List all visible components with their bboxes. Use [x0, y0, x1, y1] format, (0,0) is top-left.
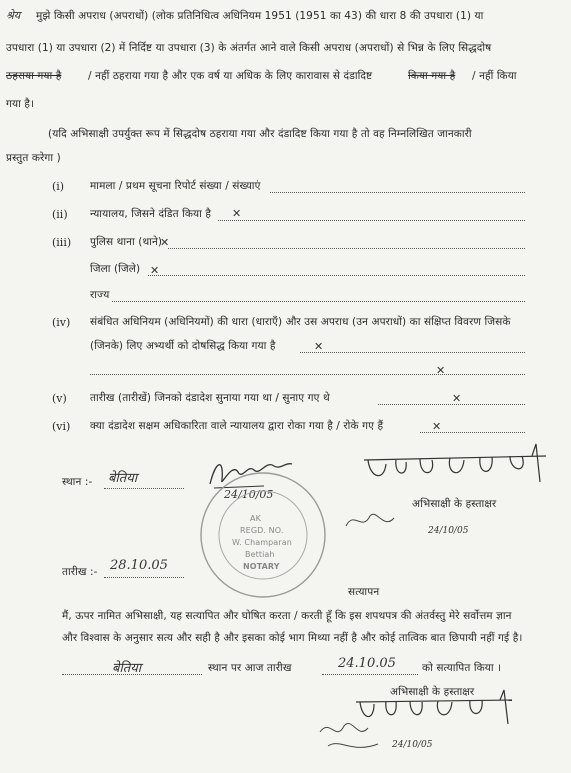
stamp-line: REGD. NO.: [240, 526, 284, 535]
date-label: तारीख :-: [62, 566, 98, 578]
notary-date: 24/10/05: [224, 488, 274, 501]
verification-line-1: मैं, ऊपर नामित अभिसाक्षी, यह सत्यापित और घोषित करता / करती हूँ कि इस शपथपत्र की अंतर्वस्तु मेरे सर्वोत्तम ज्ञान: [62, 610, 512, 622]
opening-line-1: मुझे किसी अपराध (अपराधों) (लोक प्रतिनिधित्व अधिनियम 1951 (1951 का 43) की धारा 8 की उपधारा (1) या: [36, 10, 484, 22]
item-number: (v): [52, 392, 67, 405]
verification-end-text: को सत्यापित किया ।: [422, 662, 502, 674]
signature-scribble: [344, 506, 404, 536]
verification-date: 24.10.05: [338, 656, 396, 671]
verification-mid-text: स्थान पर आज तारीख: [208, 662, 292, 674]
item-number: (iii): [52, 236, 72, 249]
conditional-line-2: प्रस्तुत करेगा ): [6, 152, 61, 164]
cross-mark: ✕: [452, 392, 462, 405]
item-number: (i): [52, 180, 65, 193]
stamp-line: W. Champaran: [232, 538, 292, 547]
fill-line: [104, 488, 184, 489]
struck-text-sentenced: किया गया है: [408, 70, 456, 82]
fill-line: [378, 404, 525, 405]
fill-line: [218, 220, 525, 221]
conditional-line-1: (यदि अभिसाक्षी उपर्युक्त रूप में सिद्धदोष ठहराया गया और दंडादिष्ट किया गया है तो वह निम्नलिखित जानकारी: [48, 128, 472, 140]
item-label: पुलिस थाना (थाने): [90, 236, 163, 248]
item-number: (ii): [52, 208, 68, 221]
fill-line: [420, 432, 525, 433]
cross-mark: ✕: [150, 264, 160, 277]
stamp-line: Bettiah: [245, 550, 275, 559]
cross-mark: ✕: [432, 420, 442, 433]
fill-line: [90, 374, 525, 375]
fill-line: [62, 674, 202, 675]
verification-scribble: [318, 718, 388, 758]
verification-heading: सत्यापन: [348, 586, 380, 598]
opening-line-2: उपधारा (1) या उपधारा (2) में निर्दिष्ट या उपधारा (3) के अंतर्गत आने वाले किसी अपराध (अपराधों) से भिन्न के लिए सिद्धदोष: [6, 42, 492, 54]
verification-sign-date: 24/10/05: [392, 740, 433, 750]
signature-date: 24/10/05: [428, 526, 469, 536]
item-number: (vi): [52, 420, 71, 433]
fill-line: [168, 248, 525, 249]
signature-caption: अभिसाक्षी के हस्ताक्षर: [412, 498, 497, 510]
item-label: जिला (जिले): [90, 263, 141, 275]
item-label: क्या दंडादेश सक्षम अधिकारिता वाले न्यायालय द्वारा रोका गया है / रोके गए हैं: [90, 420, 384, 432]
item-label: राज्य: [90, 289, 110, 301]
handwritten-mark: श्रेय: [6, 9, 21, 22]
item-label: संबंधित अधिनियम (अधिनियमों) की धारा (धाराएँ) और उस अपराध (उन अपराधों) का संक्षिप्त विवरण जिसके: [90, 316, 511, 328]
cross-mark: ✕: [436, 364, 446, 377]
deponent-signature: [360, 442, 550, 492]
struck-text-convicted: ठहराया गया है: [6, 70, 62, 82]
item-label: तारीख (तारीखें) जिनको दंडादेश सुनाया गया था / सुनाए गए थे: [90, 392, 330, 404]
verification-line-2: और विश्वास के अनुसार सत्य और सही है और इसका कोई भाग मिथ्या नहीं है और कोई तात्विक बात छिपायी नहीं गई है।: [62, 632, 523, 644]
place-value-handwritten: बेतिया: [108, 471, 138, 486]
verification-sign-caption: अभिसाक्षी के हस्ताक्षर: [390, 686, 475, 698]
place-label: स्थान :-: [62, 476, 93, 488]
fill-line: [270, 192, 525, 193]
fill-line: [148, 275, 525, 276]
fill-line: [300, 352, 525, 353]
fill-line: [112, 301, 525, 302]
opening-line-3: / नहीं ठहराया गया है और एक वर्ष या अधिक के लिए कारावास से दंडादिष्ट: [88, 70, 373, 82]
fill-line: [322, 674, 418, 675]
item-label: मामला / प्रथम सूचना रिपोर्ट संख्या / संख्याएं: [90, 180, 261, 192]
item-label: न्यायालय, जिसने दंडित किया है: [90, 208, 212, 220]
fill-line: [104, 577, 184, 578]
date-value-handwritten: 28.10.05: [110, 558, 168, 573]
stamp-line: AK: [250, 514, 261, 523]
cross-mark: ✕: [160, 236, 170, 249]
item-number: (iv): [52, 316, 71, 329]
item-label-continued: (जिनके) लिए अभ्यर्थी को दोषसिद्ध किया गया है: [90, 340, 276, 352]
stamp-line: NOTARY: [243, 562, 280, 571]
opening-line-3-end: / नहीं किया: [472, 70, 517, 82]
verification-place: बेतिया: [112, 661, 142, 676]
cross-mark: ✕: [232, 207, 242, 220]
cross-mark: ✕: [314, 340, 324, 353]
opening-line-4: गया है।: [6, 98, 35, 110]
